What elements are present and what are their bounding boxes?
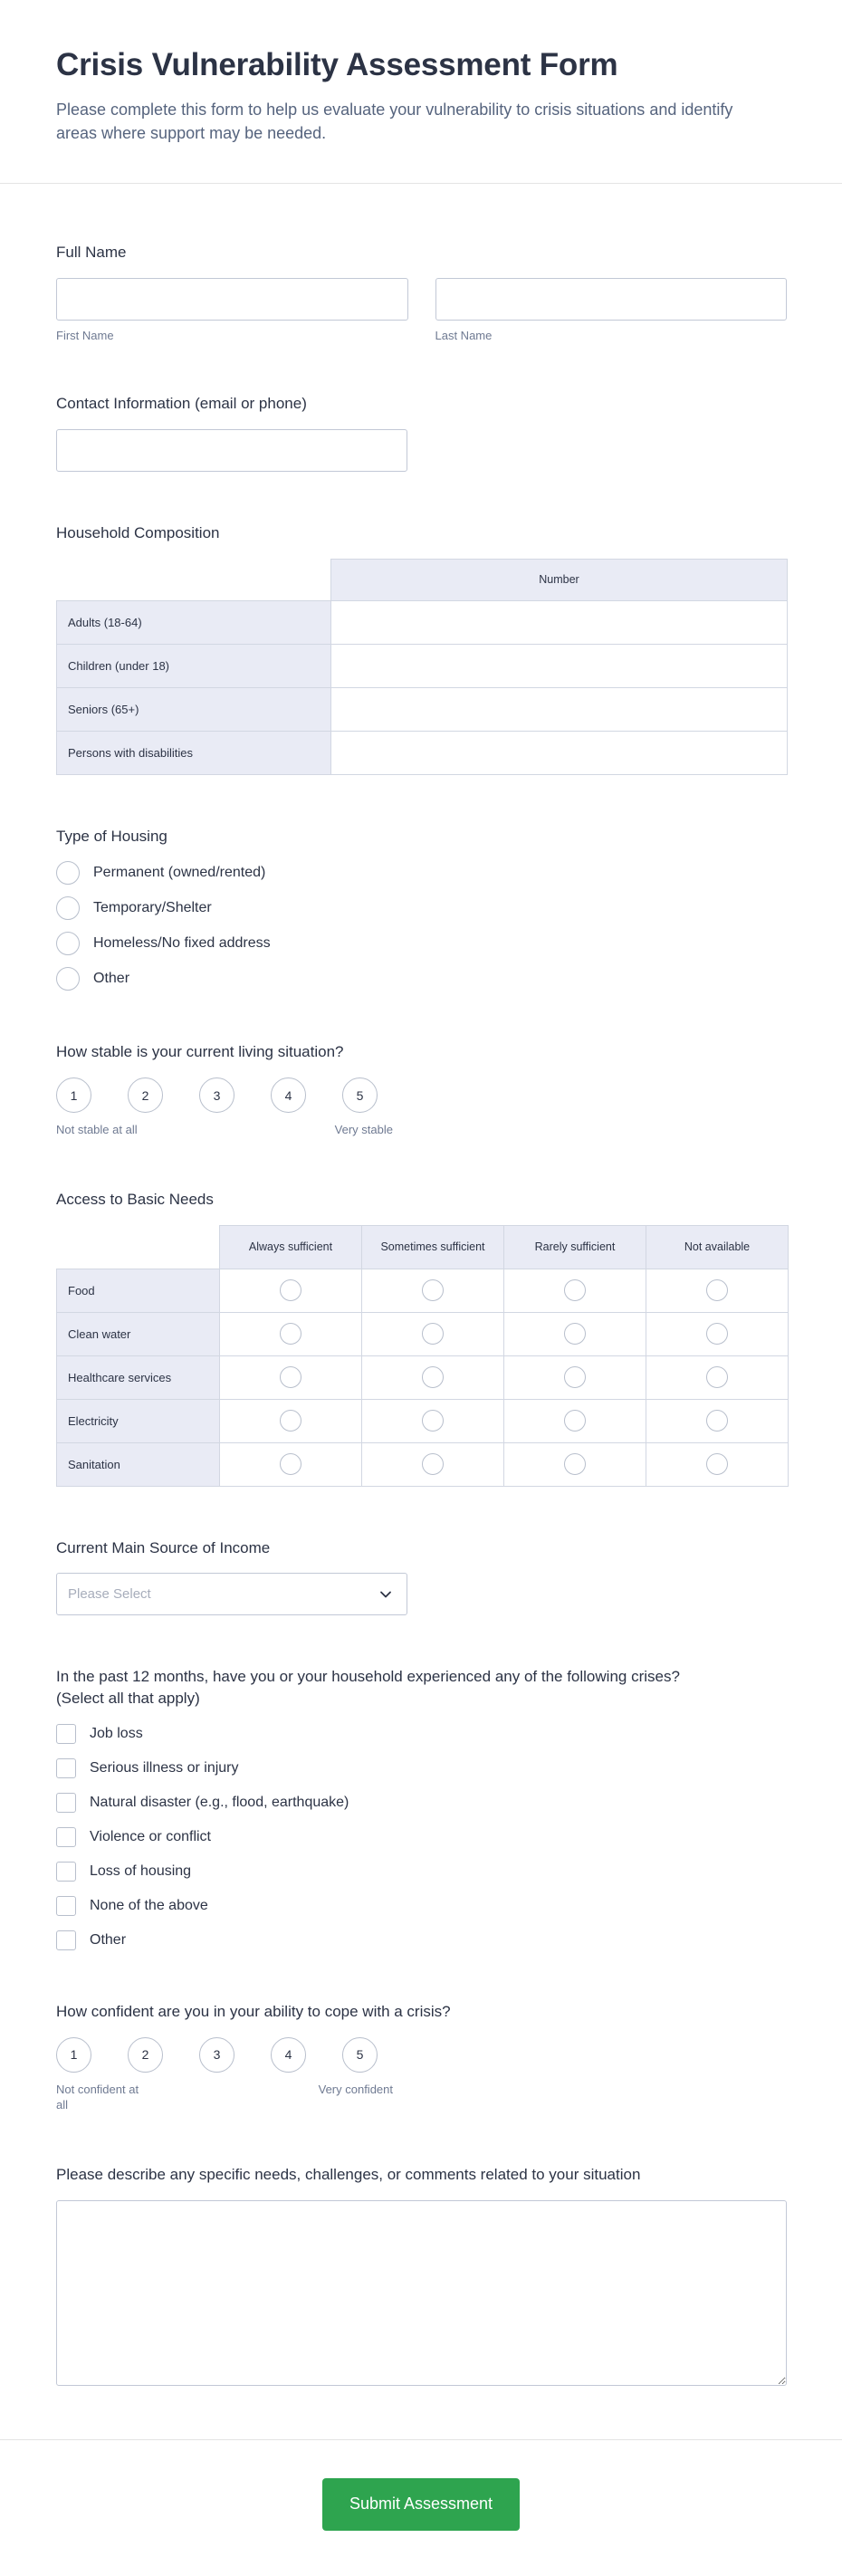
crises-option-label: Serious illness or injury xyxy=(90,1759,239,1776)
first-name-input[interactable] xyxy=(56,278,408,321)
household-corner-cell xyxy=(57,559,331,600)
confidence-label: How confident are you in your ability to cope with a crisis? xyxy=(56,2002,451,2020)
income-select-value: Please Select xyxy=(68,1586,151,1603)
radio-housing-other[interactable] xyxy=(56,967,80,991)
question-crises xyxy=(56,1666,787,1950)
checkbox-other[interactable] xyxy=(56,1930,76,1950)
needs-col-always: Always sufficient xyxy=(220,1225,362,1269)
checkbox-disaster[interactable] xyxy=(56,1793,76,1813)
checkbox-violence[interactable] xyxy=(56,1827,76,1847)
crises-option-illness xyxy=(56,1758,787,1778)
basic-needs-label: Access to Basic Needs xyxy=(56,1190,214,1208)
stability-max-label: Very stable xyxy=(334,1123,393,1137)
confidence-scale-4[interactable]: 4 xyxy=(271,2037,306,2073)
radio-housing-permanent[interactable] xyxy=(56,861,80,885)
form-title: Crisis Vulnerability Assessment Form xyxy=(56,47,618,82)
household-column-header: Number xyxy=(331,559,788,600)
checkbox-housing-loss[interactable] xyxy=(56,1862,76,1882)
radio-water-always[interactable] xyxy=(280,1323,301,1345)
radio-sanitation-rarely[interactable] xyxy=(564,1453,586,1475)
question-comments xyxy=(56,2164,787,2390)
crises-option-none xyxy=(56,1896,787,1916)
radio-sanitation-notavailable[interactable] xyxy=(706,1453,728,1475)
housing-option-homeless xyxy=(56,932,787,955)
stability-scale-4[interactable]: 4 xyxy=(271,1077,306,1113)
radio-healthcare-rarely[interactable] xyxy=(564,1366,586,1388)
housing-option-label: Homeless/No fixed address xyxy=(93,935,271,952)
needs-row-healthcare: Healthcare services xyxy=(57,1355,220,1399)
last-name-input[interactable] xyxy=(435,278,788,321)
comments-textarea[interactable] xyxy=(56,2200,787,2386)
question-income xyxy=(56,1537,787,1616)
contact-label: Contact Information (email or phone) xyxy=(56,394,307,412)
household-row-children: Children (under 18) xyxy=(57,644,331,687)
needs-col-notavailable: Not available xyxy=(646,1225,789,1269)
income-label: Current Main Source of Income xyxy=(56,1538,271,1556)
crises-option-other xyxy=(56,1930,787,1950)
form-body xyxy=(0,184,842,2438)
stability-scale xyxy=(56,1077,787,1113)
radio-food-sometimes[interactable] xyxy=(422,1279,444,1301)
needs-corner-cell xyxy=(57,1225,220,1269)
checkbox-illness[interactable] xyxy=(56,1758,76,1778)
stability-min-label: Not stable at all xyxy=(56,1123,138,1137)
radio-healthcare-always[interactable] xyxy=(280,1366,301,1388)
stability-scale-5[interactable]: 5 xyxy=(342,1077,378,1113)
radio-sanitation-sometimes[interactable] xyxy=(422,1453,444,1475)
radio-housing-homeless[interactable] xyxy=(56,932,80,955)
radio-electricity-notavailable[interactable] xyxy=(706,1410,728,1432)
question-stability xyxy=(56,1041,787,1137)
radio-electricity-sometimes[interactable] xyxy=(422,1410,444,1432)
checkbox-jobloss[interactable] xyxy=(56,1724,76,1744)
question-confidence xyxy=(56,2001,787,2113)
radio-food-rarely[interactable] xyxy=(564,1279,586,1301)
household-input-adults[interactable] xyxy=(331,601,787,644)
household-label: Household Composition xyxy=(56,523,220,541)
radio-food-always[interactable] xyxy=(280,1279,301,1301)
radio-electricity-rarely[interactable] xyxy=(564,1410,586,1432)
chevron-down-icon xyxy=(378,1586,394,1603)
crises-option-label: Other xyxy=(90,1931,127,1948)
crises-option-violence xyxy=(56,1827,787,1847)
form-footer xyxy=(0,2440,842,2576)
basic-needs-table xyxy=(56,1225,789,1487)
full-name-label: Full Name xyxy=(56,244,127,262)
question-contact xyxy=(56,393,787,472)
needs-col-rarely: Rarely sufficient xyxy=(504,1225,646,1269)
checkbox-none[interactable] xyxy=(56,1896,76,1916)
crises-option-label: Loss of housing xyxy=(90,1863,192,1879)
crises-option-jobloss xyxy=(56,1724,787,1744)
question-household xyxy=(56,522,787,775)
confidence-scale xyxy=(56,2037,787,2073)
confidence-max-label: Very confident xyxy=(318,2082,393,2096)
radio-food-notavailable[interactable] xyxy=(706,1279,728,1301)
household-row-disabilities: Persons with disabilities xyxy=(57,731,331,774)
radio-healthcare-notavailable[interactable] xyxy=(706,1366,728,1388)
housing-label: Type of Housing xyxy=(56,827,167,845)
household-input-disabilities[interactable] xyxy=(331,732,787,774)
crises-option-label: Natural disaster (e.g., flood, earthquake) xyxy=(90,1794,349,1810)
household-input-children[interactable] xyxy=(331,645,787,687)
radio-housing-temporary[interactable] xyxy=(56,896,80,920)
household-row-seniors: Seniors (65+) xyxy=(57,687,331,731)
crises-label: In the past 12 months, have you or your household experienced any of the following crises? (Select all that apply) xyxy=(56,1668,680,1708)
housing-option-temporary xyxy=(56,896,787,920)
radio-sanitation-always[interactable] xyxy=(280,1453,301,1475)
confidence-scale-3[interactable]: 3 xyxy=(199,2037,234,2073)
needs-row-electricity: Electricity xyxy=(57,1399,220,1442)
income-select[interactable] xyxy=(56,1573,407,1615)
housing-option-permanent xyxy=(56,861,787,885)
radio-electricity-always[interactable] xyxy=(280,1410,301,1432)
needs-row-food: Food xyxy=(57,1269,220,1312)
radio-water-rarely[interactable] xyxy=(564,1323,586,1345)
confidence-scale-5[interactable]: 5 xyxy=(342,2037,378,2073)
radio-water-sometimes[interactable] xyxy=(422,1323,444,1345)
contact-input[interactable] xyxy=(56,429,407,472)
crises-option-label: None of the above xyxy=(90,1897,208,1913)
stability-label: How stable is your current living situation? xyxy=(56,1043,344,1061)
crises-option-disaster xyxy=(56,1793,787,1813)
needs-col-sometimes: Sometimes sufficient xyxy=(362,1225,504,1269)
needs-row-sanitation: Sanitation xyxy=(57,1442,220,1486)
submit-button[interactable]: Submit Assessment xyxy=(322,2478,520,2531)
confidence-min-label: Not confident at all xyxy=(56,2082,139,2112)
stability-scale-3[interactable]: 3 xyxy=(199,1077,234,1113)
housing-option-label: Permanent (owned/rented) xyxy=(93,865,266,881)
stability-scale-2[interactable]: 2 xyxy=(128,1077,163,1113)
radio-water-notavailable[interactable] xyxy=(706,1323,728,1345)
last-name-sublabel: Last Name xyxy=(435,328,493,342)
housing-option-other xyxy=(56,967,787,991)
radio-healthcare-sometimes[interactable] xyxy=(422,1366,444,1388)
household-row-adults: Adults (18-64) xyxy=(57,600,331,644)
housing-option-label: Other xyxy=(93,971,130,987)
form-header xyxy=(0,0,842,183)
form-subtitle: Please complete this form to help us evaluate your vulnerability to crisis situations and identify areas where support may be needed. xyxy=(56,101,733,143)
first-name-sublabel: First Name xyxy=(56,328,114,342)
housing-option-label: Temporary/Shelter xyxy=(93,900,212,916)
question-basic-needs xyxy=(56,1189,787,1487)
crises-option-label: Job loss xyxy=(90,1725,143,1741)
crises-option-housing-loss xyxy=(56,1862,787,1882)
confidence-scale-1[interactable]: 1 xyxy=(56,2037,91,2073)
question-full-name xyxy=(56,242,787,342)
stability-scale-1[interactable]: 1 xyxy=(56,1077,91,1113)
crises-option-label: Violence or conflict xyxy=(90,1828,211,1844)
confidence-scale-2[interactable]: 2 xyxy=(128,2037,163,2073)
needs-row-water: Clean water xyxy=(57,1312,220,1355)
household-table xyxy=(56,559,788,775)
comments-label: Please describe any specific needs, challenges, or comments related to your situation xyxy=(56,2165,641,2183)
household-input-seniors[interactable] xyxy=(331,688,787,731)
question-housing xyxy=(56,826,787,991)
